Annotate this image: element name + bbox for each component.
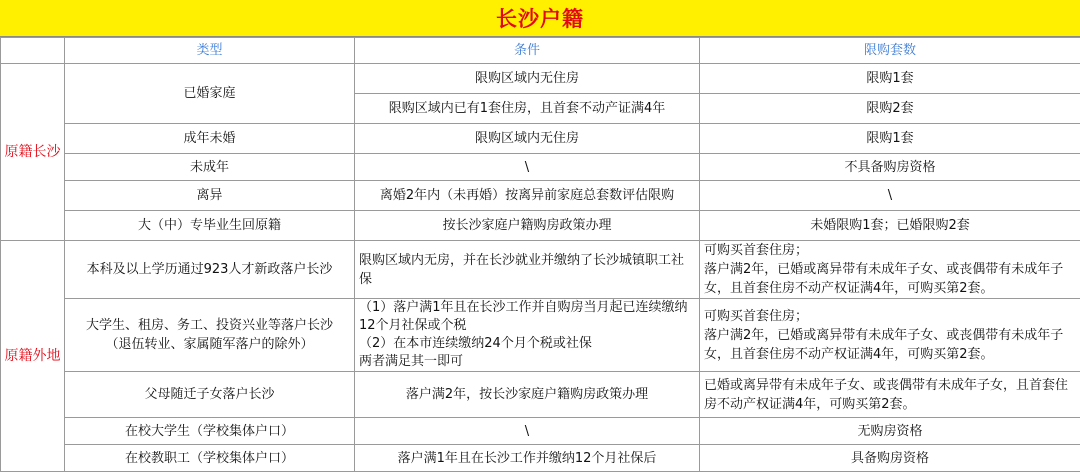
condition-cell: 限购区域内无住房 bbox=[355, 124, 700, 154]
condition-cell: \ bbox=[355, 418, 700, 445]
type-cell: 大学生、租房、务工、投资兴业等落户长沙 （退伍转业、家属随军落户的除外） bbox=[65, 299, 355, 372]
type-cell: 在校教职工（学校集体户口） bbox=[65, 445, 355, 472]
header-limit: 限购套数 bbox=[700, 38, 1080, 64]
condition-cell: 落户满1年且在长沙工作并缴纳12个月社保后 bbox=[355, 445, 700, 472]
limit-cell: 未婚限购1套；已婚限购2套 bbox=[700, 211, 1080, 241]
condition-cell: 离婚2年内（未再婚）按离异前家庭总套数评估限购 bbox=[355, 181, 700, 211]
table-row bbox=[1, 372, 1080, 418]
header-blank-cell bbox=[1, 38, 65, 64]
type-cell: 成年未婚 bbox=[65, 124, 355, 154]
limit-cell: 可购买首套住房； 落户满2年，已婚或离异带有未成年子女、或丧偶带有未成年子女，且首套住房不动产权证满4年，可购买第2套。 bbox=[700, 241, 1080, 299]
group-outside: 原籍外地 bbox=[1, 241, 65, 472]
condition-cell: 落户满2年，按长沙家庭户籍购房政策办理 bbox=[355, 372, 700, 418]
limit-cell: 可购买首套住房； 落户满2年，已婚或离异带有未成年子女、或丧偶带有未成年子女，且首套住房不动产权证满4年，可购买第2套。 bbox=[700, 299, 1080, 372]
limit-cell: 限购1套 bbox=[700, 64, 1080, 94]
table-row bbox=[1, 64, 1080, 94]
group-native: 原籍长沙 bbox=[1, 64, 65, 241]
table-row bbox=[1, 418, 1080, 445]
table-row bbox=[1, 211, 1080, 241]
table-header-row bbox=[1, 38, 1080, 64]
type-cell: 在校大学生（学校集体户口） bbox=[65, 418, 355, 445]
table-row bbox=[1, 299, 1080, 372]
type-cell: 未成年 bbox=[65, 154, 355, 181]
type-cell: 大（中）专毕业生回原籍 bbox=[65, 211, 355, 241]
limit-cell: 无购房资格 bbox=[700, 418, 1080, 445]
condition-cell: 限购区域内已有1套住房，且首套不动产证满4年 bbox=[355, 94, 700, 124]
type-cell: 父母随迁子女落户长沙 bbox=[65, 372, 355, 418]
hukou-policy-table bbox=[0, 37, 1080, 472]
table-row bbox=[1, 124, 1080, 154]
table-row bbox=[1, 154, 1080, 181]
condition-cell: 限购区域内无房，并在长沙就业并缴纳了长沙城镇职工社保 bbox=[355, 241, 700, 299]
limit-cell: 限购1套 bbox=[700, 124, 1080, 154]
header-type: 类型 bbox=[65, 38, 355, 64]
type-cell: 已婚家庭 bbox=[65, 64, 355, 124]
limit-cell: 不具备购房资格 bbox=[700, 154, 1080, 181]
condition-cell: 按长沙家庭户籍购房政策办理 bbox=[355, 211, 700, 241]
condition-cell: \ bbox=[355, 154, 700, 181]
type-cell: 离异 bbox=[65, 181, 355, 211]
type-cell: 本科及以上学历通过923人才新政落户长沙 bbox=[65, 241, 355, 299]
condition-cell: 限购区域内无住房 bbox=[355, 64, 700, 94]
page-title: 长沙户籍 bbox=[0, 0, 1080, 37]
condition-cell: （1）落户满1年且在长沙工作并自购房当月起已连续缴纳12个月社保或个税 （2）在本市连续缴纳24个月个税或社保 两者满足其一即可 bbox=[355, 299, 700, 372]
table-row bbox=[1, 181, 1080, 211]
limit-cell: 已婚或离异带有未成年子女、或丧偶带有未成年子女，且首套住房不动产权证满4年，可购买第2套。 bbox=[700, 372, 1080, 418]
header-condition: 条件 bbox=[355, 38, 700, 64]
limit-cell: 限购2套 bbox=[700, 94, 1080, 124]
table-row bbox=[1, 445, 1080, 472]
table-row bbox=[1, 241, 1080, 299]
limit-cell: \ bbox=[700, 181, 1080, 211]
limit-cell: 具备购房资格 bbox=[700, 445, 1080, 472]
